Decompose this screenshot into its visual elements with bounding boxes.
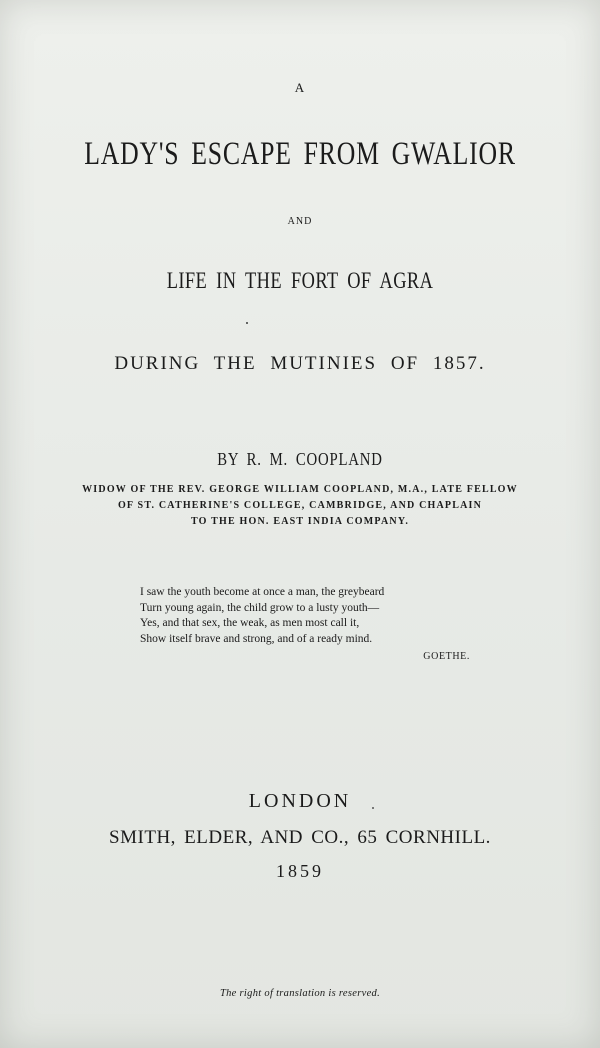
- paper-speck: [372, 807, 374, 809]
- author-line: BY R. M. COOPLAND: [217, 449, 383, 469]
- epigraph-attribution: GOETHE.: [423, 651, 470, 662]
- title-article: A: [294, 80, 306, 95]
- imprint-year: 1859: [276, 861, 324, 881]
- main-title: LADY'S ESCAPE FROM GWALIOR: [84, 136, 516, 172]
- epigraph-line-1: I saw the youth become at once a man, the greybeard: [140, 586, 385, 598]
- title-conjunction: AND: [287, 216, 313, 227]
- imprint-city: LONDON: [248, 790, 352, 812]
- decorative-dot: [246, 322, 248, 324]
- author-credit-line-1: WIDOW OF THE REV. GEORGE WILLIAM COOPLAND, M.A., LATE FELLOW: [82, 484, 518, 495]
- period-line: DURING THE MUTINIES OF 1857.: [114, 353, 486, 374]
- epigraph-line-2: Turn young again, the child grow to a lusty youth—: [140, 601, 380, 614]
- imprint-publisher: SMITH, ELDER, AND CO., 65 CORNHILL.: [109, 827, 491, 848]
- epigraph-line-3: Yes, and that sex, the weak, as men most call it,: [140, 617, 360, 629]
- rights-notice: The right of translation is reserved.: [219, 988, 381, 999]
- subtitle: LIFE IN THE FORT OF AGRA: [166, 268, 434, 293]
- author-credit-line-3: TO THE HON. EAST INDIA COMPANY.: [190, 516, 410, 527]
- epigraph: [140, 585, 470, 665]
- epigraph-line-4: Show itself brave and strong, and of a ready mind.: [140, 632, 373, 645]
- author-credit-line-2: OF ST. CATHERINE'S COLLEGE, CAMBRIDGE, AND CHAPLAIN: [117, 500, 483, 511]
